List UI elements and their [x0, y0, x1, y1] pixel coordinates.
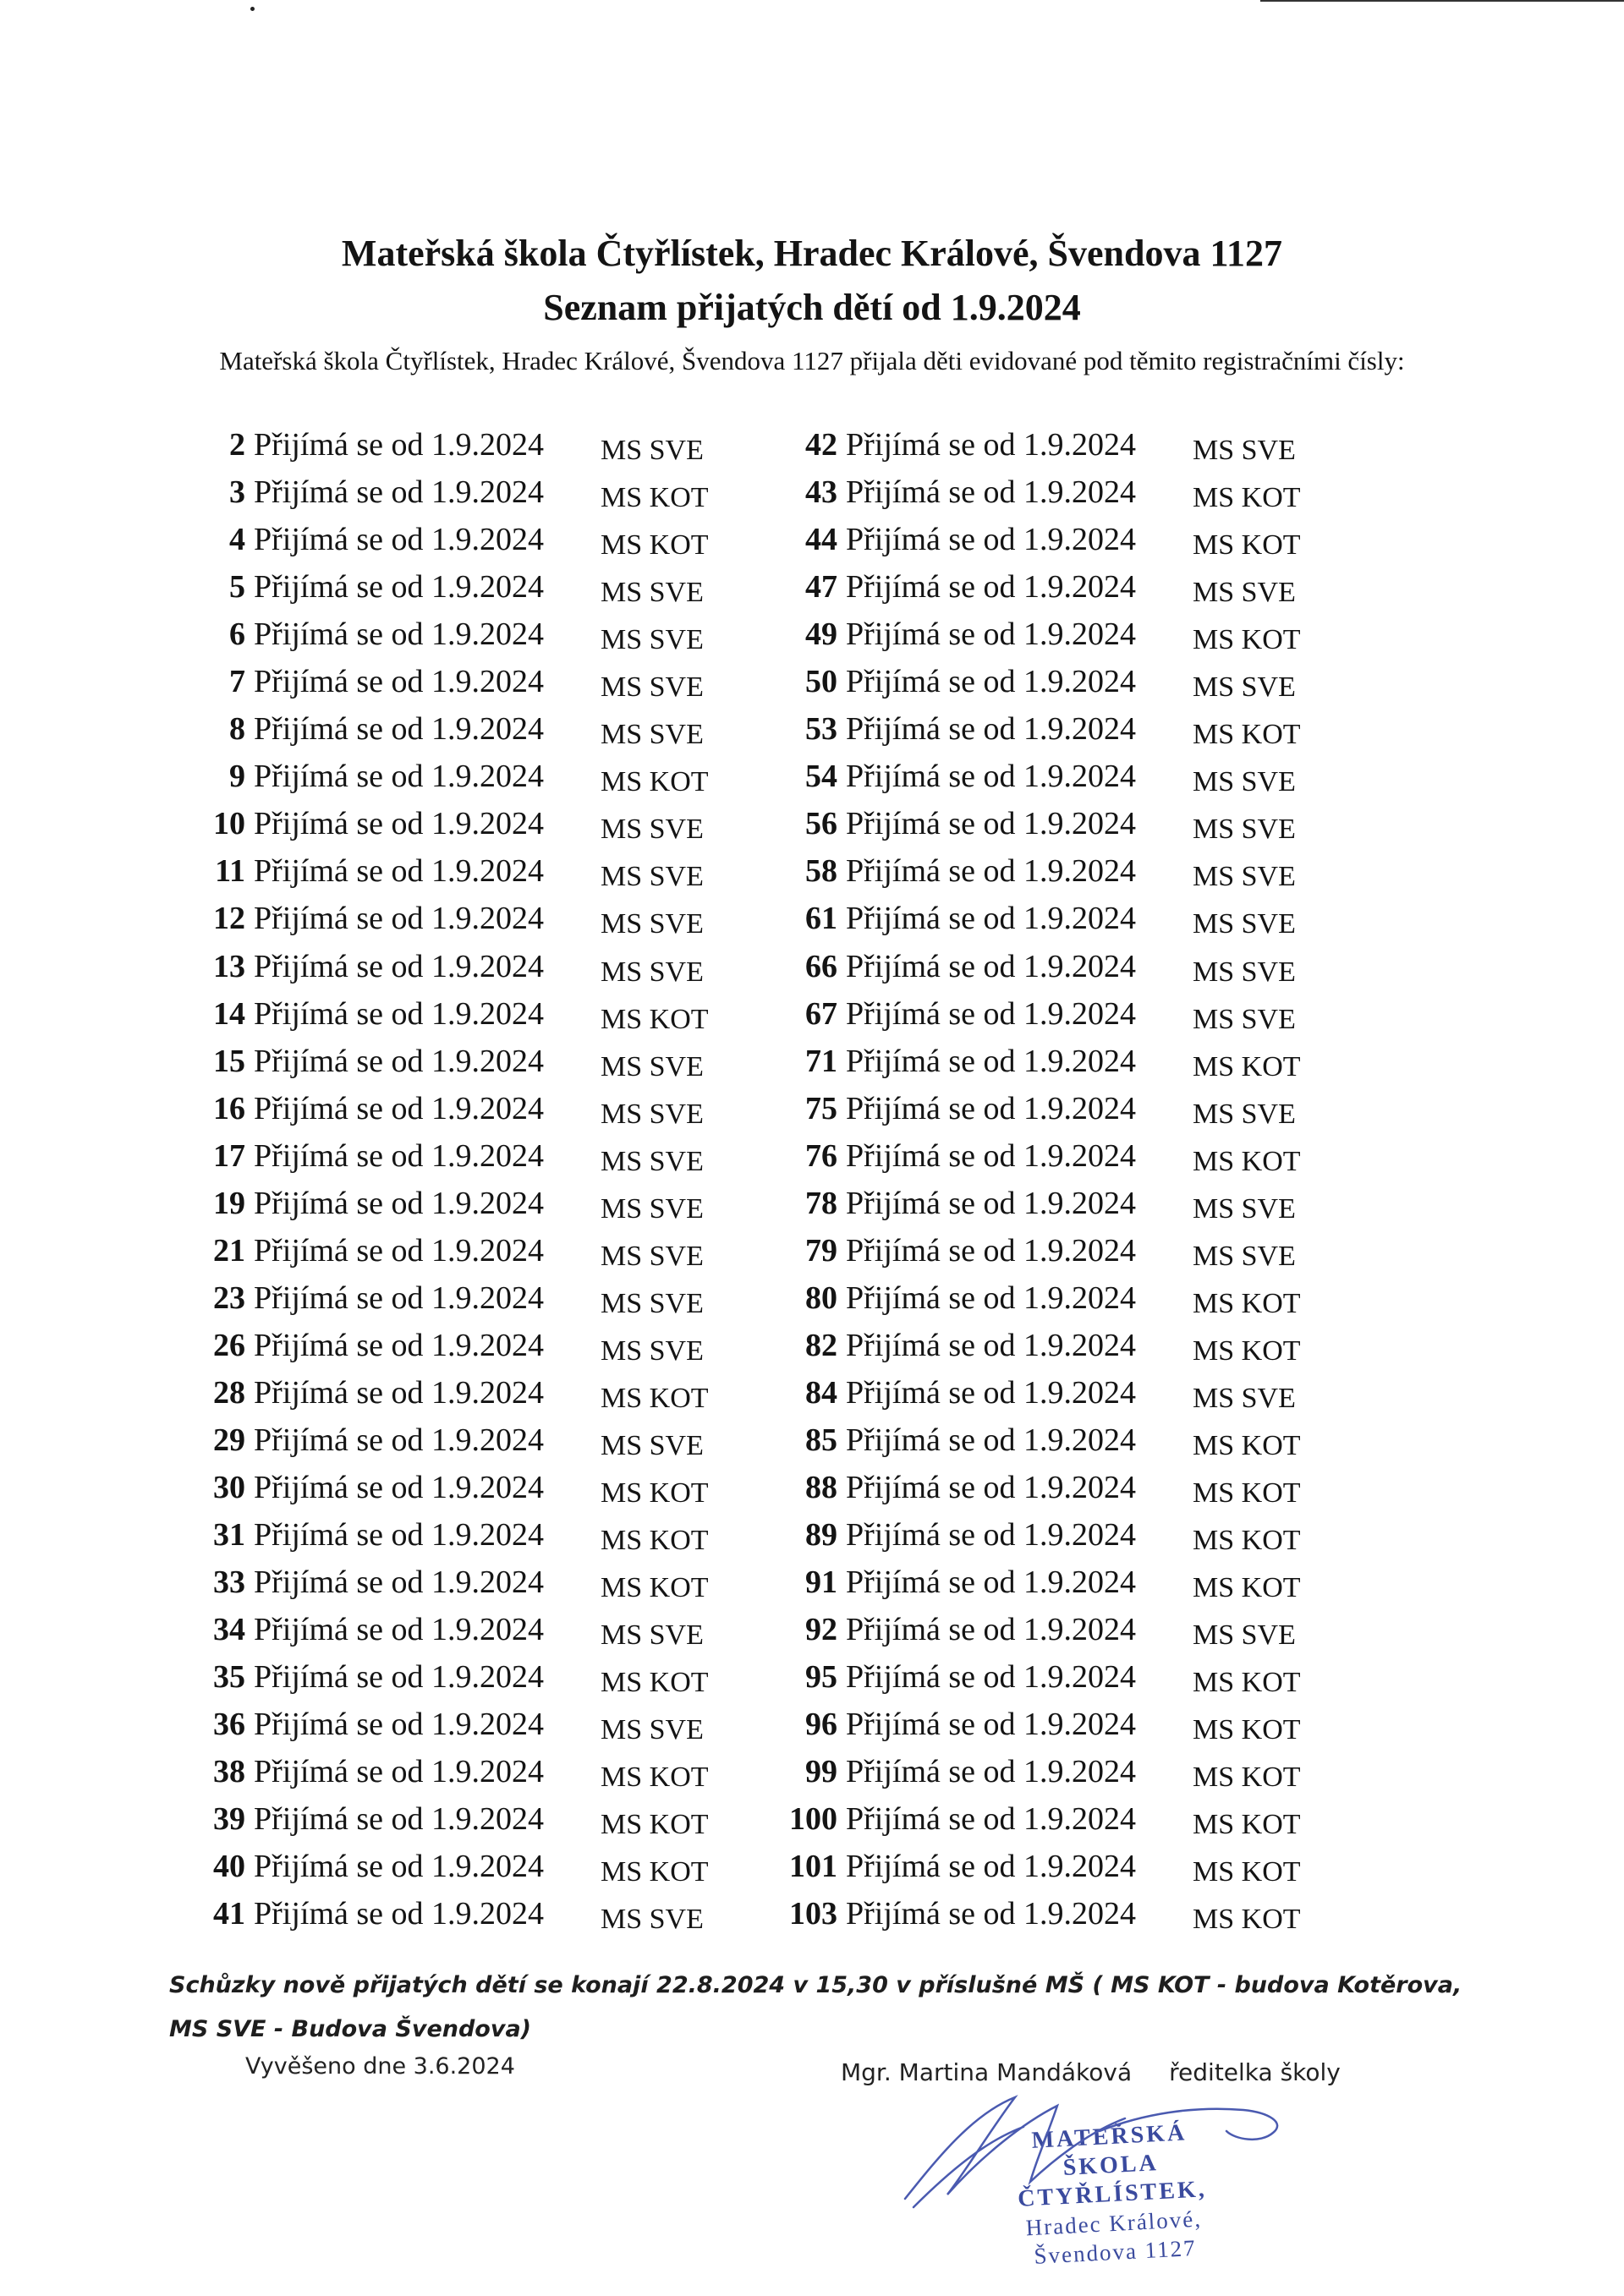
school-site: MS KOT [1193, 1762, 1301, 1794]
school-site: MS KOT [1193, 1856, 1301, 1888]
admission-status: Přijímá se od 1.9.2024 [254, 1280, 545, 1316]
list-row [169, 1795, 709, 1843]
admission-status: Přijímá se od 1.9.2024 [846, 1754, 1137, 1790]
admission-status: Přijímá se od 1.9.2024 [254, 759, 545, 795]
registration-number: 38 [213, 1754, 245, 1790]
school-site: MS SVE [601, 719, 704, 751]
admission-status: Přijímá se od 1.9.2024 [846, 1090, 1137, 1126]
list-row [761, 1890, 1301, 1937]
registration-number: 31 [213, 1517, 245, 1553]
admission-status: Přijímá se od 1.9.2024 [846, 1327, 1137, 1363]
list-row [169, 943, 709, 990]
list-row [169, 469, 709, 516]
school-site: MS KOT [1193, 624, 1301, 656]
registration-number: 92 [805, 1612, 837, 1648]
school-site: MS SVE [1193, 1619, 1296, 1652]
admission-status: Přijímá se od 1.9.2024 [846, 901, 1137, 937]
list-row [169, 895, 709, 942]
registration-number: 33 [213, 1564, 245, 1601]
school-site: MS SVE [601, 1240, 704, 1272]
admission-status: Přijímá se od 1.9.2024 [846, 1374, 1137, 1411]
school-site: MS KOT [1193, 1477, 1301, 1510]
admission-status: Přijímá se od 1.9.2024 [254, 1659, 545, 1696]
admission-status: Přijímá se od 1.9.2024 [254, 806, 545, 842]
admission-status: Přijímá se od 1.9.2024 [254, 427, 545, 463]
admission-status: Přijímá se od 1.9.2024 [254, 1754, 545, 1790]
registration-number: 99 [805, 1754, 837, 1790]
registration-number: 103 [789, 1896, 837, 1932]
list-row [169, 1464, 709, 1511]
school-site: MS SVE [601, 1050, 704, 1082]
admission-status: Přijímá se od 1.9.2024 [254, 1896, 545, 1932]
list-row [169, 1843, 709, 1890]
registration-number: 17 [213, 1137, 245, 1174]
list-row [169, 421, 709, 469]
admission-status: Přijímá se od 1.9.2024 [254, 1090, 545, 1126]
admission-status: Přijímá se od 1.9.2024 [254, 995, 545, 1032]
registration-number: 96 [805, 1707, 837, 1743]
school-site: MS SVE [1193, 1098, 1296, 1130]
admission-status: Přijímá se od 1.9.2024 [254, 1043, 545, 1079]
admission-status: Přijímá se od 1.9.2024 [846, 474, 1137, 511]
list-row [761, 753, 1301, 800]
list-row [169, 563, 709, 611]
school-site: MS KOT [601, 1525, 709, 1557]
list-row [761, 1795, 1301, 1843]
school-site: MS SVE [601, 956, 704, 988]
list-row [761, 800, 1301, 847]
admission-status: Přijímá se od 1.9.2024 [846, 1707, 1137, 1743]
school-site: MS KOT [601, 1762, 709, 1794]
registration-number: 50 [805, 664, 837, 700]
meeting-note-line-1: Schůzky nově přijatých dětí se konají 22.8.2024 v 15,30 v příslušné MŠ ( MS KOT - budova Kotěrova, [169, 1972, 1462, 1998]
school-site: MS SVE [1193, 908, 1296, 940]
admission-status: Přijímá se od 1.9.2024 [254, 1327, 545, 1363]
registration-number: 80 [805, 1280, 837, 1316]
scan-edge-line [1260, 0, 1624, 2]
admission-status: Přijímá se od 1.9.2024 [254, 1374, 545, 1411]
registration-number: 36 [213, 1707, 245, 1743]
posted-date: Vyvěšeno dne 3.6.2024 [245, 2053, 515, 2080]
school-site: MS KOT [601, 1809, 709, 1841]
admission-status: Přijímá se od 1.9.2024 [846, 1185, 1137, 1221]
list-row [169, 1369, 709, 1417]
registration-number: 44 [805, 522, 837, 558]
handwritten-signature [888, 2080, 1294, 2216]
list-row [169, 1132, 709, 1180]
registration-number: 15 [213, 1043, 245, 1079]
signer-name: Mgr. Martina Mandáková [841, 2058, 1133, 2086]
registration-number: 41 [213, 1896, 245, 1932]
admission-status: Přijímá se od 1.9.2024 [254, 1137, 545, 1174]
admission-status: Přijímá se od 1.9.2024 [254, 616, 545, 653]
scan-speck [250, 7, 255, 11]
admission-status: Přijímá se od 1.9.2024 [254, 1849, 545, 1885]
list-row [761, 611, 1301, 658]
list-row [761, 1180, 1301, 1227]
admission-status: Přijímá se od 1.9.2024 [254, 901, 545, 937]
admission-status: Přijímá se od 1.9.2024 [846, 522, 1137, 558]
registration-number: 79 [805, 1232, 837, 1269]
list-row [169, 1417, 709, 1464]
registration-number: 76 [805, 1137, 837, 1174]
school-site: MS KOT [601, 1856, 709, 1888]
school-site: MS SVE [601, 1619, 704, 1652]
list-row [169, 1701, 709, 1748]
registration-number: 61 [805, 901, 837, 937]
meeting-note-line-2: MS SVE - Budova Švendova) [169, 2016, 532, 2042]
registration-number: 39 [213, 1801, 245, 1838]
registration-number: 3 [229, 474, 245, 511]
list-row [761, 1132, 1301, 1180]
list-row [761, 516, 1301, 563]
school-site: MS SVE [601, 908, 704, 940]
admission-status: Přijímá se od 1.9.2024 [254, 1470, 545, 1506]
school-site: MS SVE [601, 1429, 704, 1461]
admission-status: Přijímá se od 1.9.2024 [846, 664, 1137, 700]
list-row [761, 1038, 1301, 1085]
school-site: MS KOT [1193, 1714, 1301, 1746]
school-site: MS KOT [601, 529, 709, 562]
list-row [169, 800, 709, 847]
list-row [169, 1227, 709, 1274]
registration-number: 58 [805, 853, 837, 890]
school-site: MS KOT [601, 766, 709, 798]
admission-status: Přijímá se od 1.9.2024 [846, 1659, 1137, 1696]
school-site: MS SVE [601, 1904, 704, 1936]
admission-status: Přijímá se od 1.9.2024 [846, 995, 1137, 1032]
admission-status: Přijímá se od 1.9.2024 [846, 1612, 1137, 1648]
registration-number: 13 [213, 948, 245, 984]
registration-number: 78 [805, 1185, 837, 1221]
admission-status: Přijímá se od 1.9.2024 [254, 1564, 545, 1601]
admission-status: Přijímá se od 1.9.2024 [846, 1896, 1137, 1932]
list-row [761, 1369, 1301, 1417]
admission-status: Přijímá se od 1.9.2024 [846, 1564, 1137, 1601]
list-row [169, 658, 709, 705]
school-site: MS SVE [1193, 577, 1296, 609]
page-title: Mateřská škola Čtyřlístek, Hradec Králové, Švendova 1127 [341, 233, 1283, 274]
school-site: MS KOT [601, 482, 709, 514]
school-site: MS KOT [1193, 1429, 1301, 1461]
admission-status: Přijímá se od 1.9.2024 [254, 711, 545, 748]
school-site: MS SVE [1193, 956, 1296, 988]
admission-list-right [761, 421, 1301, 1938]
registration-number: 66 [805, 948, 837, 984]
registration-number: 75 [805, 1090, 837, 1126]
registration-number: 49 [805, 616, 837, 653]
admission-status: Přijímá se od 1.9.2024 [846, 616, 1137, 653]
registration-number: 84 [805, 1374, 837, 1411]
school-site: MS SVE [1193, 1192, 1296, 1225]
school-site: MS SVE [1193, 1240, 1296, 1272]
registration-number: 42 [805, 427, 837, 463]
list-row [169, 1890, 709, 1937]
school-site: MS KOT [1193, 1572, 1301, 1604]
school-site: MS KOT [601, 1382, 709, 1414]
admission-status: Přijímá se od 1.9.2024 [846, 1517, 1137, 1553]
school-site: MS KOT [1193, 1287, 1301, 1319]
list-row [761, 1464, 1301, 1511]
admission-status: Přijímá se od 1.9.2024 [254, 1707, 545, 1743]
admission-status: Přijímá se od 1.9.2024 [846, 948, 1137, 984]
school-site: MS KOT [601, 1003, 709, 1035]
list-row [761, 1701, 1301, 1748]
school-site: MS SVE [601, 671, 704, 704]
list-row [169, 1322, 709, 1369]
registration-number: 11 [215, 853, 245, 890]
school-site: MS KOT [1193, 482, 1301, 514]
admission-status: Přijímá se od 1.9.2024 [846, 1470, 1137, 1506]
school-site: MS SVE [601, 1334, 704, 1367]
signer-role: ředitelka školy [1169, 2058, 1341, 2086]
registration-number: 2 [229, 427, 245, 463]
list-row [761, 943, 1301, 990]
list-row [761, 1559, 1301, 1606]
intro-text: Mateřská škola Čtyřlístek, Hradec Králové, Švendova 1127 přijala děti evidované pod těmito registračními čísly: [219, 346, 1405, 375]
registration-number: 19 [213, 1185, 245, 1221]
admission-status: Přijímá se od 1.9.2024 [254, 948, 545, 984]
list-row [169, 753, 709, 800]
list-row [761, 658, 1301, 705]
admission-status: Přijímá se od 1.9.2024 [254, 664, 545, 700]
school-site: MS KOT [1193, 529, 1301, 562]
list-row [169, 1038, 709, 1085]
registration-number: 43 [805, 474, 837, 511]
school-site: MS SVE [601, 577, 704, 609]
list-row [761, 1417, 1301, 1464]
list-row [169, 990, 709, 1038]
registration-number: 10 [213, 806, 245, 842]
list-row [761, 990, 1301, 1038]
list-row [169, 1274, 709, 1322]
school-site: MS SVE [601, 1714, 704, 1746]
list-row [761, 421, 1301, 469]
registration-number: 35 [213, 1659, 245, 1696]
admission-status: Přijímá se od 1.9.2024 [846, 1043, 1137, 1079]
registration-number: 4 [229, 522, 245, 558]
school-site: MS SVE [601, 1192, 704, 1225]
registration-number: 54 [805, 759, 837, 795]
admission-status: Přijímá se od 1.9.2024 [846, 1801, 1137, 1838]
list-row [761, 1606, 1301, 1653]
registration-number: 40 [213, 1849, 245, 1885]
stamp-line-2: ČTYŘLÍSTEK, [1017, 2176, 1208, 2212]
registration-number: 6 [229, 616, 245, 653]
list-row [169, 1180, 709, 1227]
school-site: MS SVE [1193, 814, 1296, 846]
school-site: MS KOT [601, 1667, 709, 1699]
registration-number: 56 [805, 806, 837, 842]
admission-status: Přijímá se od 1.9.2024 [254, 1517, 545, 1553]
admission-status: Přijímá se od 1.9.2024 [846, 806, 1137, 842]
school-site: MS SVE [601, 1098, 704, 1130]
registration-number: 67 [805, 995, 837, 1032]
school-site: MS SVE [1193, 1382, 1296, 1414]
list-row [169, 1748, 709, 1795]
school-site: MS KOT [1193, 1667, 1301, 1699]
registration-number: 23 [213, 1280, 245, 1316]
registration-number: 16 [213, 1090, 245, 1126]
admission-status: Přijímá se od 1.9.2024 [254, 1232, 545, 1269]
list-row [761, 1085, 1301, 1132]
list-row [169, 516, 709, 563]
list-row [169, 847, 709, 895]
school-site: MS SVE [601, 1145, 704, 1177]
school-site: MS KOT [1193, 719, 1301, 751]
list-row [761, 1843, 1301, 1890]
list-row [169, 1511, 709, 1559]
list-row [761, 1227, 1301, 1274]
admission-list-left [169, 421, 709, 1938]
registration-number: 88 [805, 1470, 837, 1506]
admission-status: Přijímá se od 1.9.2024 [846, 853, 1137, 890]
school-site: MS KOT [1193, 1809, 1301, 1841]
school-site: MS KOT [1193, 1050, 1301, 1082]
admission-status: Přijímá se od 1.9.2024 [254, 1185, 545, 1221]
school-site: MS KOT [601, 1477, 709, 1510]
admission-status: Přijímá se od 1.9.2024 [254, 474, 545, 511]
school-site: MS KOT [1193, 1525, 1301, 1557]
school-site: MS SVE [1193, 1003, 1296, 1035]
school-site: MS SVE [601, 861, 704, 893]
registration-number: 95 [805, 1659, 837, 1696]
list-row [761, 1511, 1301, 1559]
registration-number: 9 [229, 759, 245, 795]
list-row [169, 1085, 709, 1132]
admission-status: Přijímá se od 1.9.2024 [254, 569, 545, 606]
school-site: MS SVE [601, 435, 704, 466]
list-row [761, 469, 1301, 516]
admission-status: Přijímá se od 1.9.2024 [846, 1422, 1137, 1458]
registration-number: 21 [213, 1232, 245, 1269]
admission-status: Přijímá se od 1.9.2024 [846, 1280, 1137, 1316]
school-site: MS KOT [1193, 1904, 1301, 1936]
registration-number: 47 [805, 569, 837, 606]
list-row [761, 847, 1301, 895]
registration-number: 53 [805, 711, 837, 748]
list-row [169, 705, 709, 753]
registration-number: 101 [789, 1849, 837, 1885]
list-row [761, 1322, 1301, 1369]
list-row [169, 1653, 709, 1701]
stamp-line-1: MATEŘSKÁ ŠKOLA [1030, 2119, 1188, 2181]
registration-number: 100 [789, 1801, 837, 1838]
registration-number: 12 [213, 901, 245, 937]
registration-number: 91 [805, 1564, 837, 1601]
admission-status: Přijímá se od 1.9.2024 [254, 853, 545, 890]
list-row [169, 1606, 709, 1653]
school-site: MS SVE [601, 624, 704, 656]
meeting-note [169, 1964, 1489, 2052]
registration-number: 28 [213, 1374, 245, 1411]
list-row [761, 1653, 1301, 1701]
school-site: MS SVE [601, 1287, 704, 1319]
admission-status: Přijímá se od 1.9.2024 [846, 1849, 1137, 1885]
registration-number: 30 [213, 1470, 245, 1506]
list-row [761, 1274, 1301, 1322]
registration-number: 14 [213, 995, 245, 1032]
admission-status: Přijímá se od 1.9.2024 [846, 759, 1137, 795]
registration-number: 71 [805, 1043, 837, 1079]
list-row [761, 895, 1301, 942]
school-site: MS SVE [1193, 766, 1296, 798]
admission-status: Přijímá se od 1.9.2024 [254, 1612, 545, 1648]
page-subtitle: Seznam přijatých dětí od 1.9.2024 [543, 287, 1081, 328]
school-site: MS SVE [601, 814, 704, 846]
school-site: MS SVE [1193, 861, 1296, 893]
stamp-line-4: Švendova 1127 [1033, 2234, 1198, 2269]
admission-status: Přijímá se od 1.9.2024 [254, 1801, 545, 1838]
registration-number: 29 [213, 1422, 245, 1458]
admission-status: Přijímá se od 1.9.2024 [846, 711, 1137, 748]
admission-status: Přijímá se od 1.9.2024 [846, 1137, 1137, 1174]
school-site: MS SVE [1193, 435, 1296, 466]
admission-status: Přijímá se od 1.9.2024 [846, 1232, 1137, 1269]
list-row [761, 705, 1301, 753]
list-row [761, 563, 1301, 611]
registration-number: 26 [213, 1327, 245, 1363]
admission-status: Přijímá se od 1.9.2024 [254, 522, 545, 558]
list-row [169, 1559, 709, 1606]
list-row [761, 1748, 1301, 1795]
registration-number: 8 [229, 711, 245, 748]
admission-status: Přijímá se od 1.9.2024 [846, 569, 1137, 606]
registration-number: 82 [805, 1327, 837, 1363]
admission-status: Přijímá se od 1.9.2024 [846, 427, 1137, 463]
school-site: MS KOT [601, 1572, 709, 1604]
registration-number: 34 [213, 1612, 245, 1648]
school-site: MS KOT [1193, 1334, 1301, 1367]
registration-number: 89 [805, 1517, 837, 1553]
registration-number: 85 [805, 1422, 837, 1458]
admission-status: Přijímá se od 1.9.2024 [254, 1422, 545, 1458]
list-row [169, 611, 709, 658]
registration-number: 5 [229, 569, 245, 606]
school-site: MS KOT [1193, 1145, 1301, 1177]
stamp-line-3: Hradec Králové, [1024, 2206, 1203, 2241]
registration-number: 7 [229, 664, 245, 700]
school-site: MS SVE [1193, 671, 1296, 704]
